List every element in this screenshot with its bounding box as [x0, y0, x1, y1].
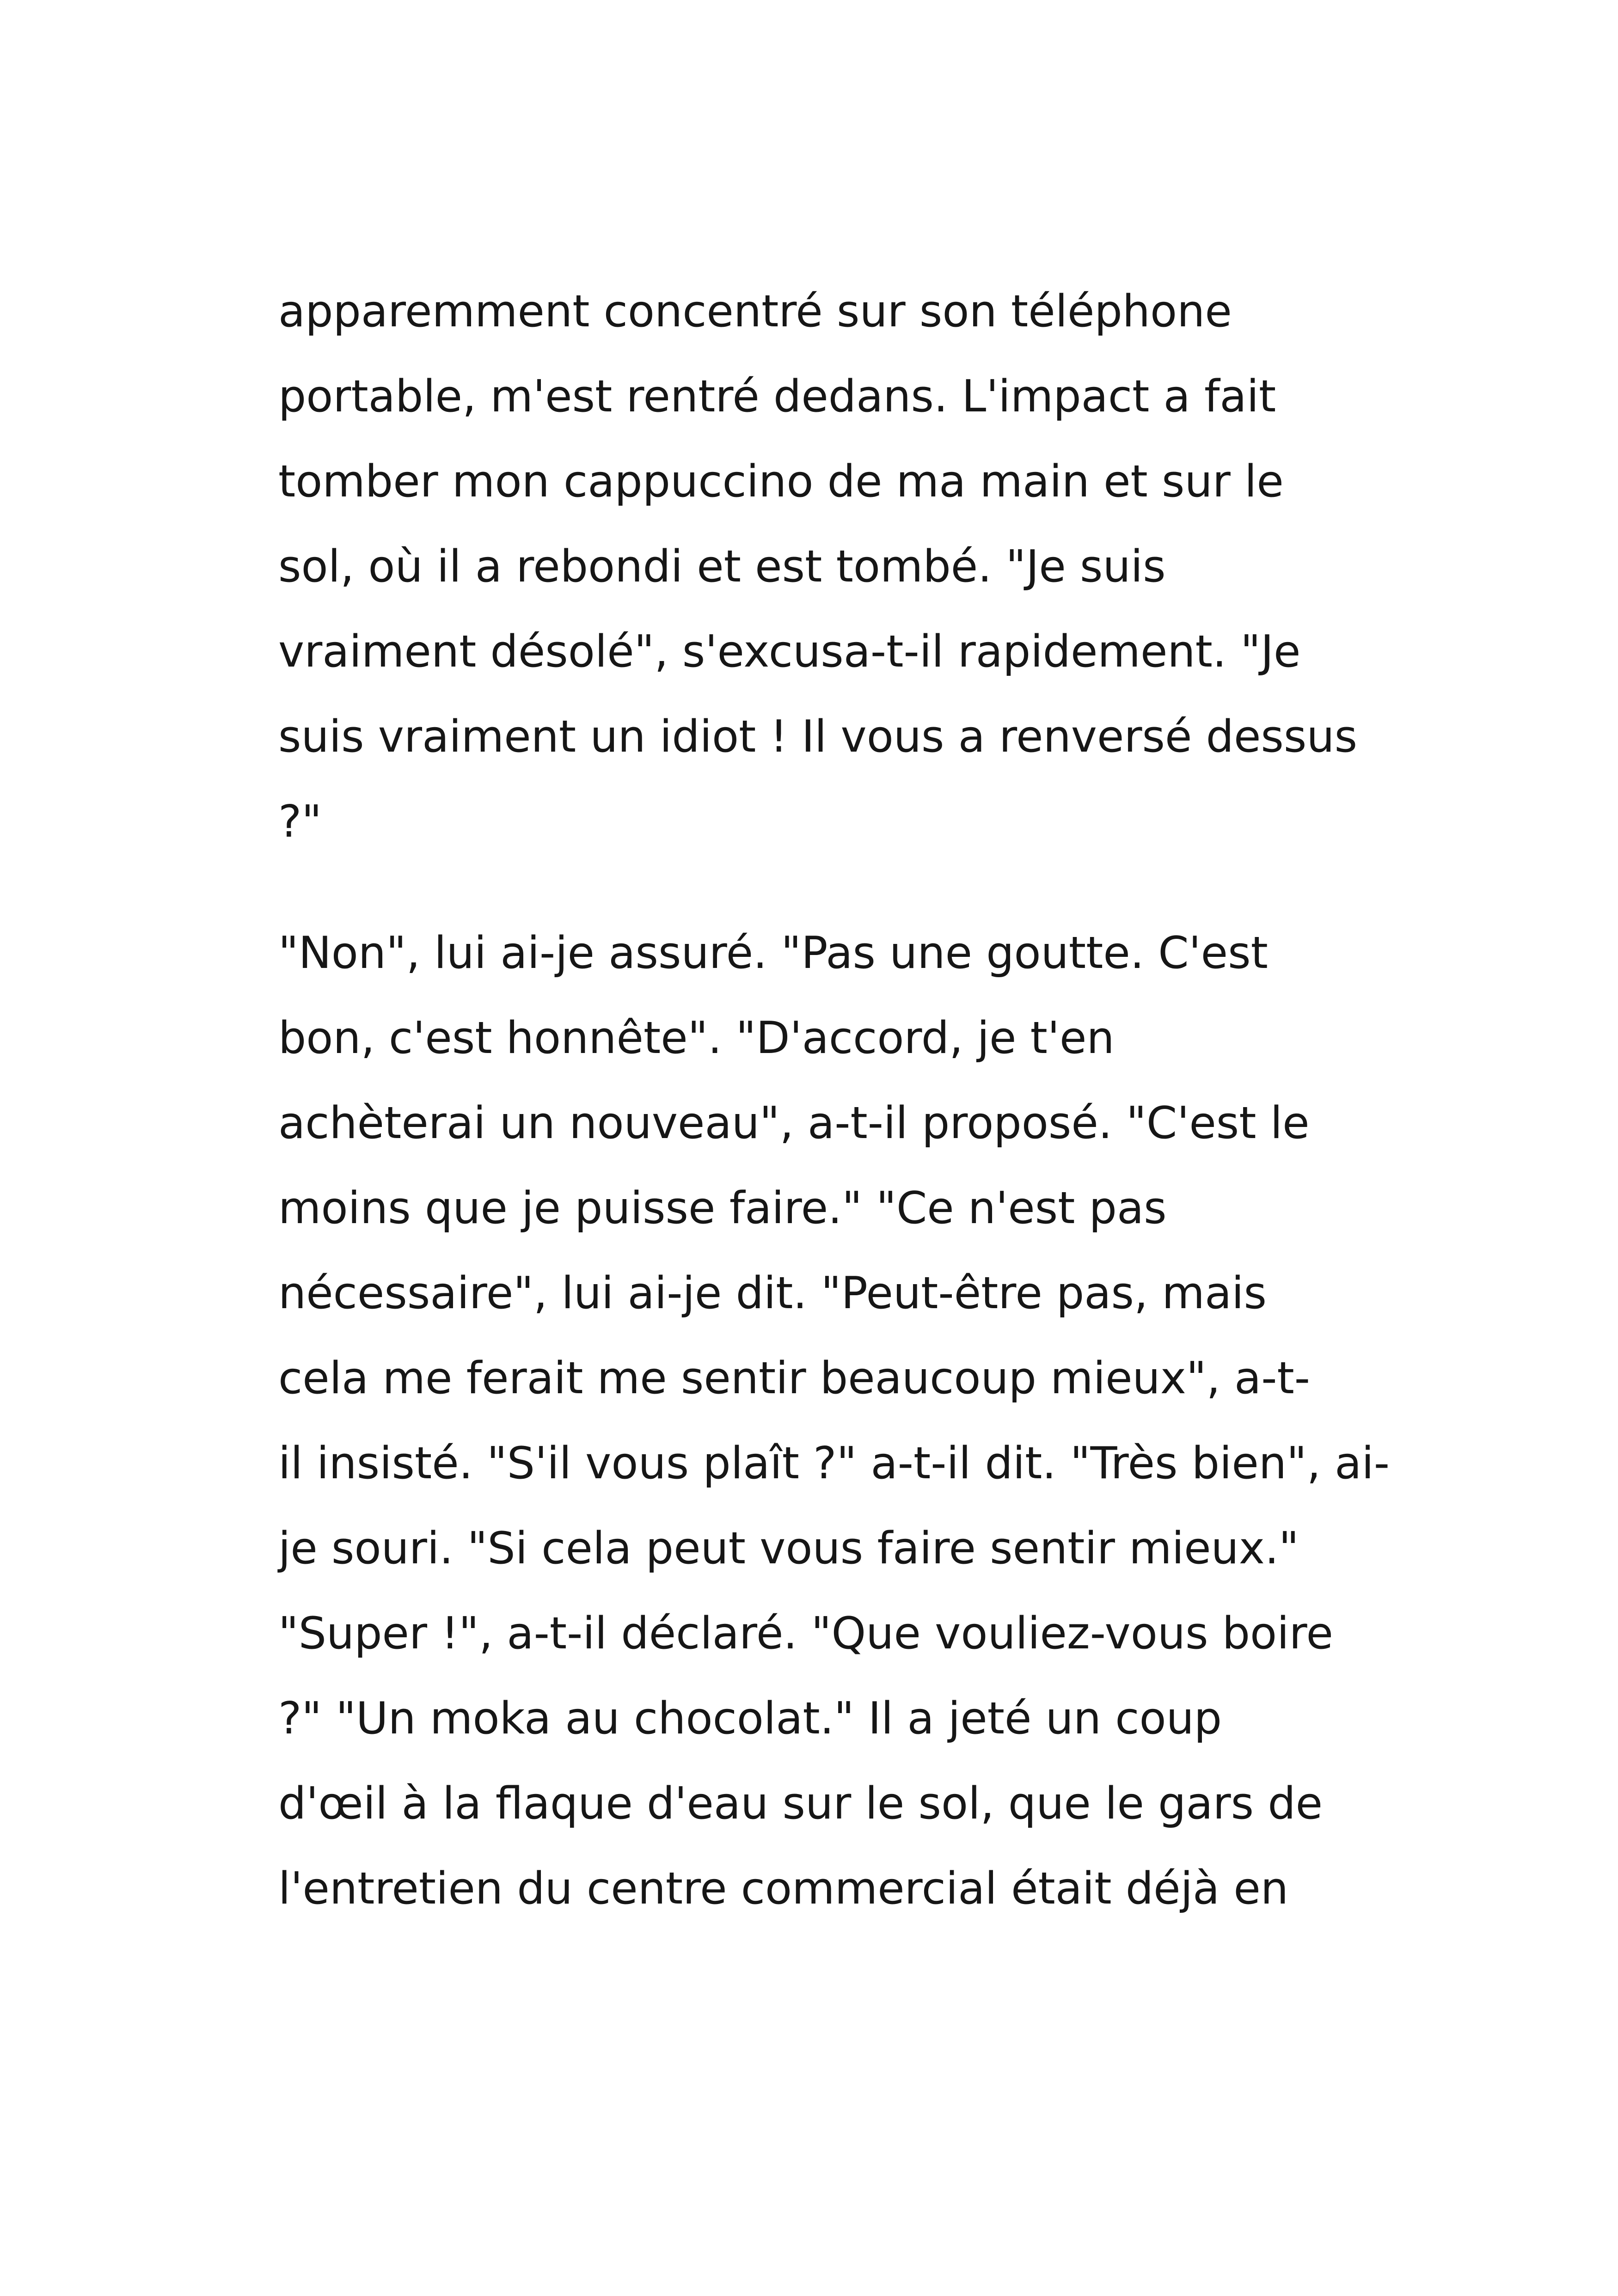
text-line: il insisté. "S'il vous plaît ?" a-t-il dit. "Très bien", ai- [278, 1438, 1390, 1489]
text-line: l'entretien du centre commercial était déjà en [278, 1863, 1289, 1914]
text-line: achèterai un nouveau", a-t-il proposé. "C'est le [278, 1098, 1310, 1149]
text-line: je souri. "Si cela peut vous faire sentir mieux." [278, 1523, 1299, 1574]
text-line: suis vraiment un idiot ! Il vous a renversé dessus [278, 711, 1358, 762]
text-line: ?" "Un moka au chocolat." Il a jeté un coup [278, 1693, 1222, 1744]
paragraph [278, 269, 1388, 864]
text-line: nécessaire", lui ai-je dit. "Peut-être pas, mais [278, 1268, 1267, 1319]
text-line: tomber mon cappuccino de ma main et sur le [278, 456, 1284, 507]
text-line: ?" [278, 796, 322, 847]
text-line: d'œil à la flaque d'eau sur le sol, que le gars de [278, 1778, 1323, 1829]
text-line: moins que je puisse faire." "Ce n'est pas [278, 1183, 1167, 1234]
text-line: bon, c'est honnête". "D'accord, je t'en [278, 1013, 1115, 1064]
text-line: sol, où il a rebondi et est tombé. "Je suis [278, 541, 1166, 592]
text-line: cela me ferait me sentir beaucoup mieux", a-t- [278, 1353, 1311, 1404]
text-line: apparemment concentré sur son téléphone [278, 286, 1232, 337]
text-line: vraiment désolé", s'excusa-t-il rapidement. "Je [278, 626, 1301, 677]
text-line: portable, m'est rentré dedans. L'impact a fait [278, 371, 1276, 422]
text-line: "Super !", a-t-il déclaré. "Que vouliez-vous boire [278, 1608, 1333, 1659]
text-line: "Non", lui ai-je assuré. "Pas une goutte. C'est [278, 928, 1268, 979]
text-line [278, 1931, 1388, 2016]
paragraph [278, 911, 1388, 2016]
